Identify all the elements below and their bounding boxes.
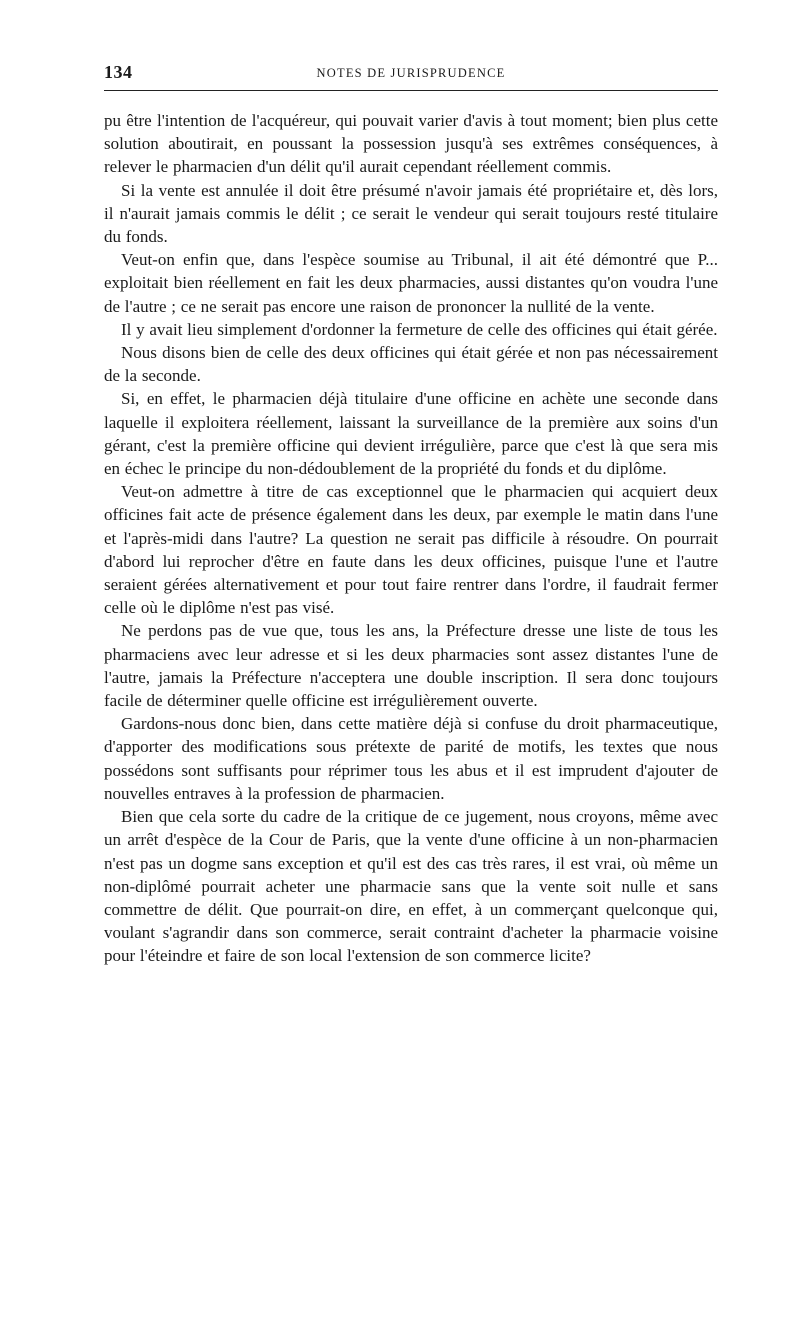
paragraph-4: Il y avait lieu simplement d'ordonner la fermeture de celle des officines qui était gérée. bbox=[121, 319, 718, 339]
paragraph-6: Si, en effet, le pharmacien déjà titulaire d'une officine en achète une seconde dans laquelle il exploitera réellement, laissant la surveillance de la première aux soins d'un gérant, c'est la première officine qui devient irrégulière, parce que c'est là que sera mis en échec le principe du non-dédoublement de la propriété du fonds et du diplôme. bbox=[104, 389, 718, 479]
body-text bbox=[104, 109, 718, 968]
page-number: 134 bbox=[104, 62, 133, 82]
paragraph-7: Veut-on admettre à titre de cas exceptionnel que le pharmacien qui acquiert deux officines fait acte de présence également dans les deux, par exemple le matin dans l'une et l'après-midi dans l'autre? La question ne serait pas difficile à résoudre. On pourrait d'abord lui reprocher d'être en faute dans les deux officines, puisque l'une et l'autre seraient gérées alternativement et pour tout faire rentrer dans l'ordre, il faudrait fermer celle où le diplôme n'est pas visé. bbox=[104, 482, 718, 618]
paragraph-5: Nous disons bien de celle des deux officines qui était gérée et non pas nécessairement de la seconde. bbox=[104, 343, 718, 386]
paragraph-3: Veut-on enfin que, dans l'espèce soumise au Tribunal, il ait été démontré que P... exploitait bien réellement en fait les deux pharmacies, aussi distantes qu'on voudra l'une de l'autre ; ce ne serait pas encore une raison de prononcer la nullité de la vente. bbox=[104, 250, 718, 316]
paragraph-8: Ne perdons pas de vue que, tous les ans, la Préfecture dresse une liste de tous les pharmaciens avec leur adresse et si les deux pharmacies sont assez distantes l'une de l'autre, jamais la Préfecture n'acceptera une double inscription. Il sera donc toujours facile de déterminer quelle officine est irrégulièrement ouverte. bbox=[104, 621, 718, 711]
paragraph-9: Gardons-nous donc bien, dans cette matière déjà si confuse du droit pharmaceutique, d'apporter des modifications sous prétexte de parité de motifs, les textes que nous possédons sont suffisants pour réprimer tous les abus et il est imprudent d'ajouter de nouvelles entraves à la profession de pharmacien. bbox=[104, 714, 718, 803]
running-header bbox=[104, 58, 718, 88]
document-page bbox=[104, 58, 718, 968]
header-rule bbox=[104, 90, 718, 91]
paragraph-2: Si la vente est annulée il doit être présumé n'avoir jamais été propriétaire et, dès lors, il n'aurait jamais commis le délit ; ce serait le vendeur qui serait toujours resté titulaire du fonds. bbox=[104, 180, 718, 247]
paragraph-10: Bien que cela sorte du cadre de la critique de ce jugement, nous croyons, même avec un arrêt d'espèce de la Cour de Paris, que la vente d'une officine à un non-pharmacien n'est pas un dogme sans exception et qu'il est des cas très rares, il est vrai, où même un non-diplômé pourrait acheter une pharmacie sans que la vente soit nulle et sans commettre de délit. Que pourrait-on dire, en effet, à un commerçant quelconque qui, voulant s'agrandir dans son commerce, serait contraint d'acheter la pharmacie voisine pour l'éteindre et faire de son local l'extension de son commerce licite? bbox=[104, 807, 718, 966]
paragraph-1: pu être l'intention de l'acquéreur, qui pouvait varier d'avis à tout moment; bien plus cette solution aboutirait, en poussant la possession jusqu'à ses extrêmes conséquences, à relever le pharmacien d'un délit qu'il aurait cependant réellement commis. bbox=[104, 111, 718, 177]
running-title: NOTES DE JURISPRUDENCE bbox=[316, 66, 506, 80]
